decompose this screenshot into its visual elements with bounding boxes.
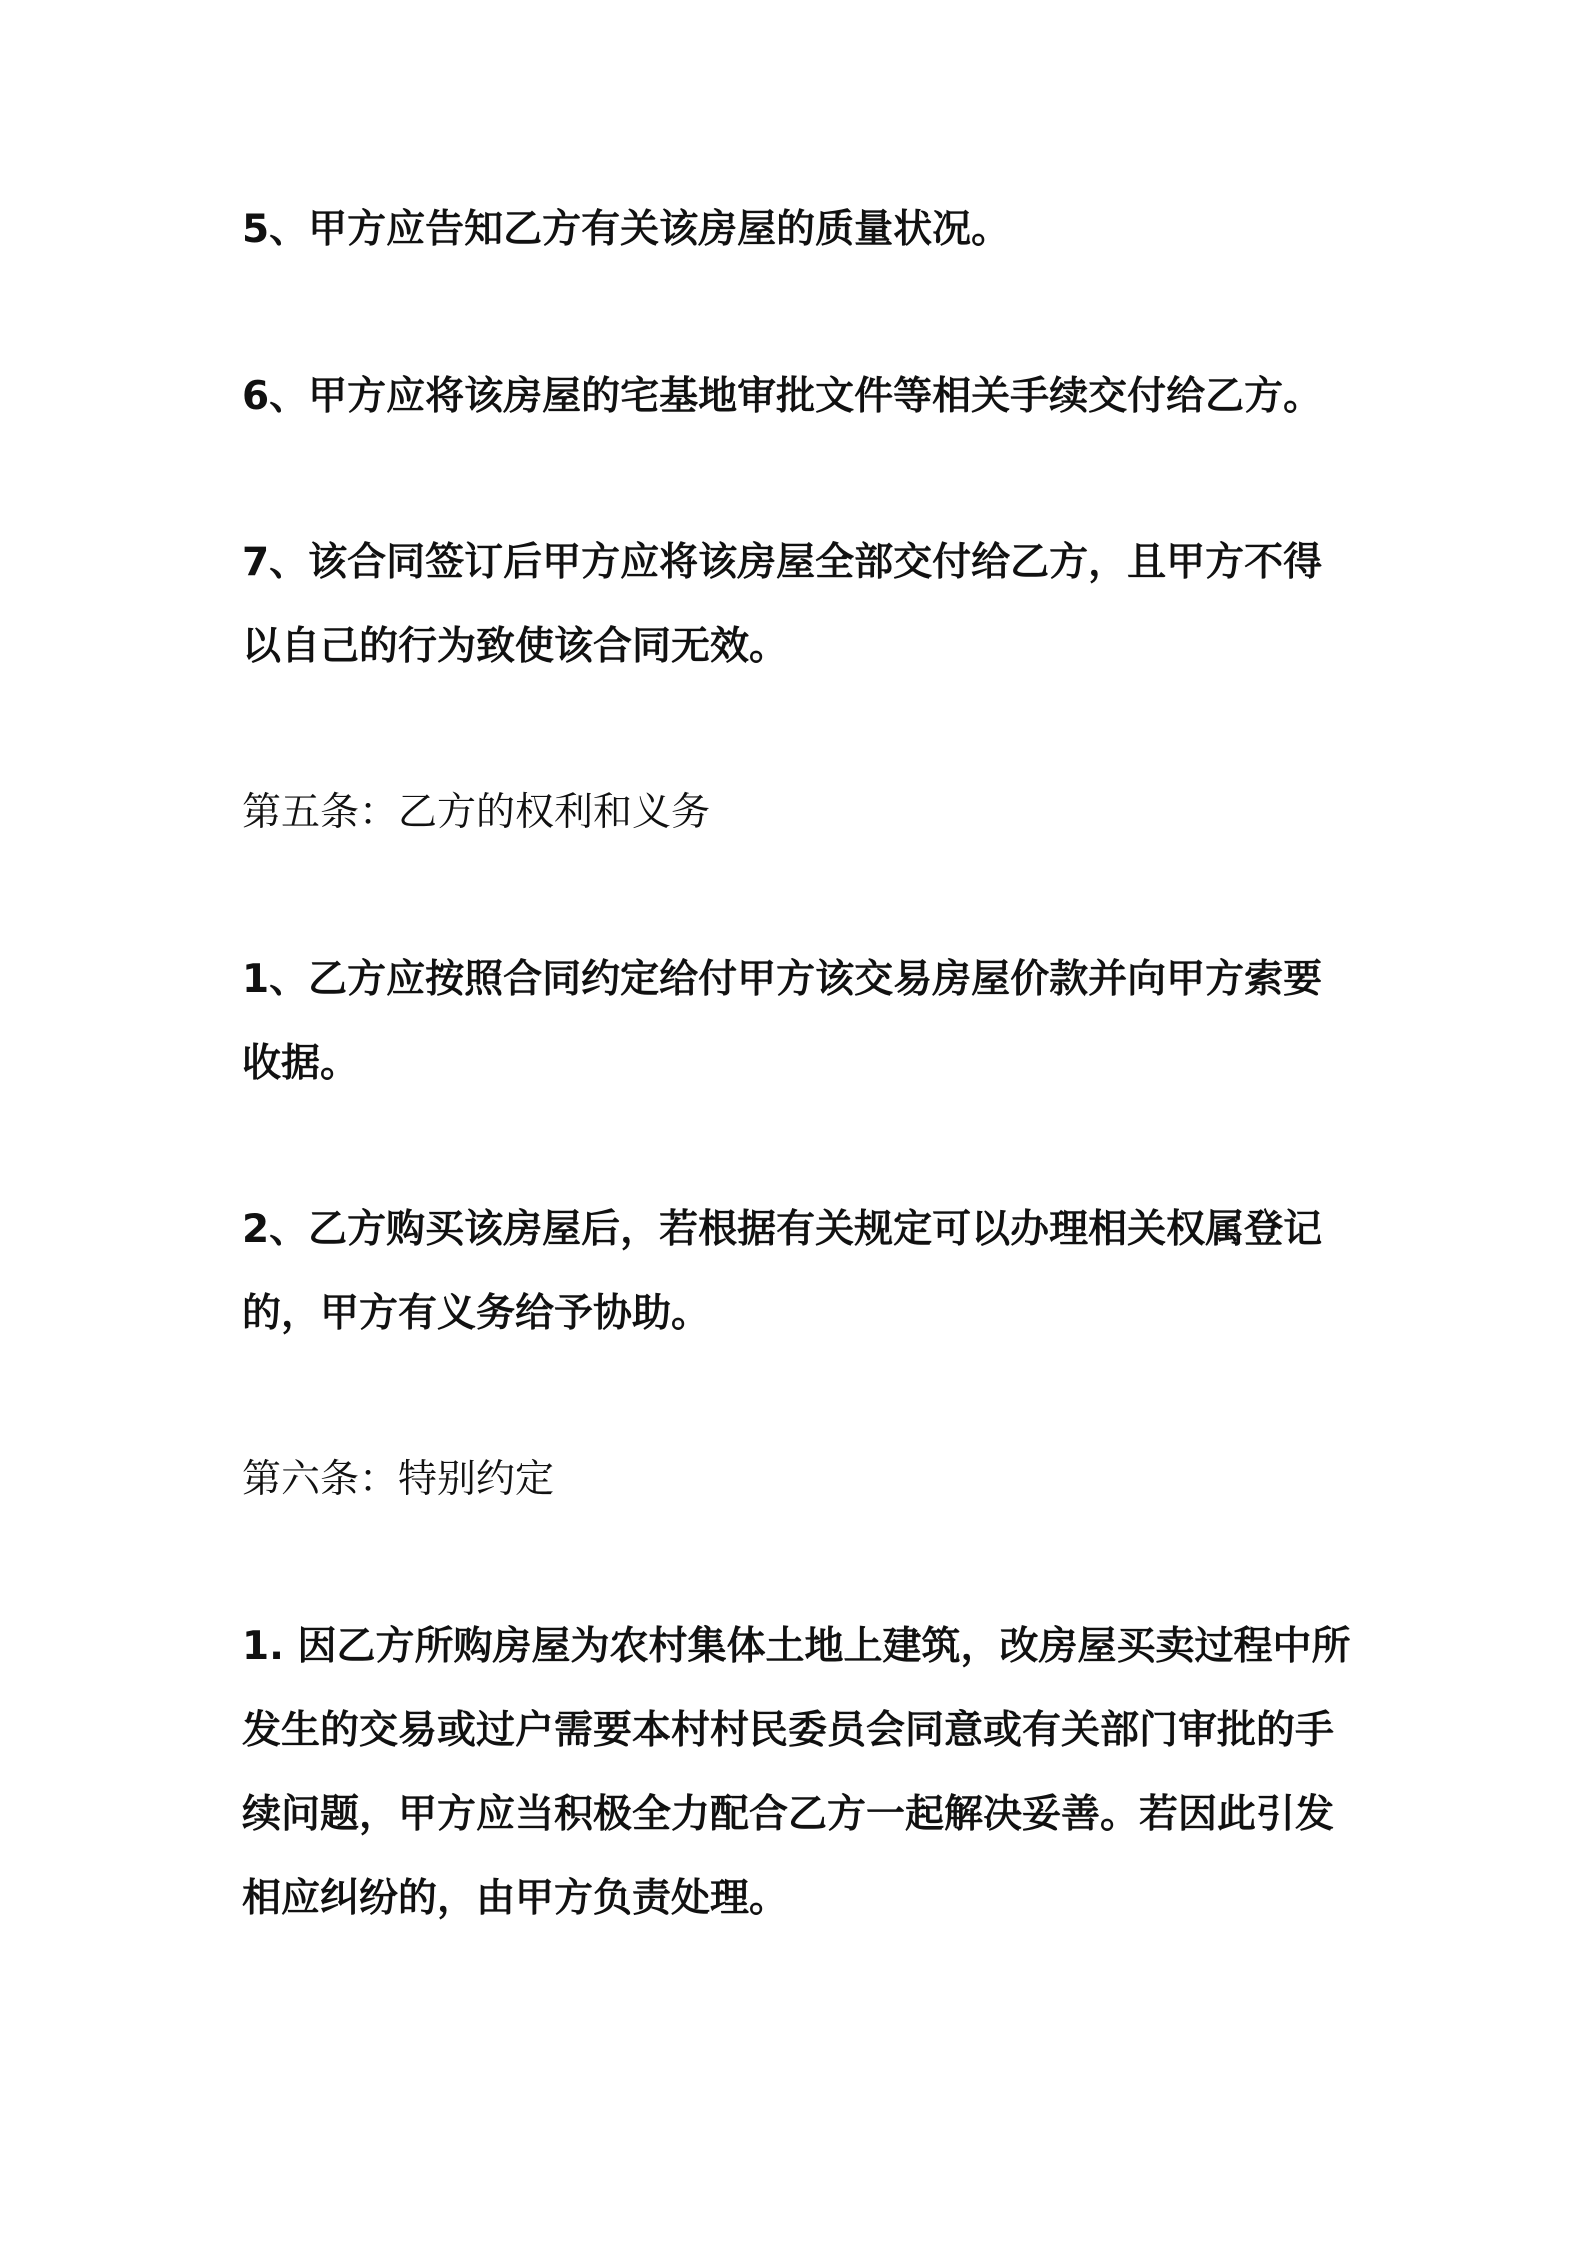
clause-5-party-a: 5、甲方应告知乙方有关该房屋的质量状况。 (242, 207, 1011, 252)
clause-6-party-a: 6、甲方应将该房屋的宅基地审批文件等相关手续交付给乙方。 (242, 374, 1323, 419)
clause-7-party-a: 7、该合同签订后甲方应将该房屋全部交付给乙方，且甲方不得以自己的行为致使该合同无效。 (242, 540, 1323, 669)
article-5-heading: 第五条：乙方的权利和义务 (242, 790, 711, 835)
article-6-heading: 第六条：特别约定 (242, 1457, 555, 1502)
special-clause-1: 1. 因乙方所购房屋为农村集体土地上建筑，改房屋买卖过程中所发生的交易或过户需要本村村民委员会同意或有关部门审批的手续问题，甲方应当积极全力配合乙方一起解决妥善。若因此引发相应纠纷的，由甲方负责处理。 (242, 1624, 1351, 1921)
clause-1-party-b: 1、乙方应按照合同约定给付甲方该交易房屋价款并向甲方索要收据。 (242, 957, 1323, 1086)
clause-2-party-b: 2、乙方购买该房屋后，若根据有关规定可以办理相关权属登记的，甲方有义务给予协助。 (242, 1207, 1323, 1336)
